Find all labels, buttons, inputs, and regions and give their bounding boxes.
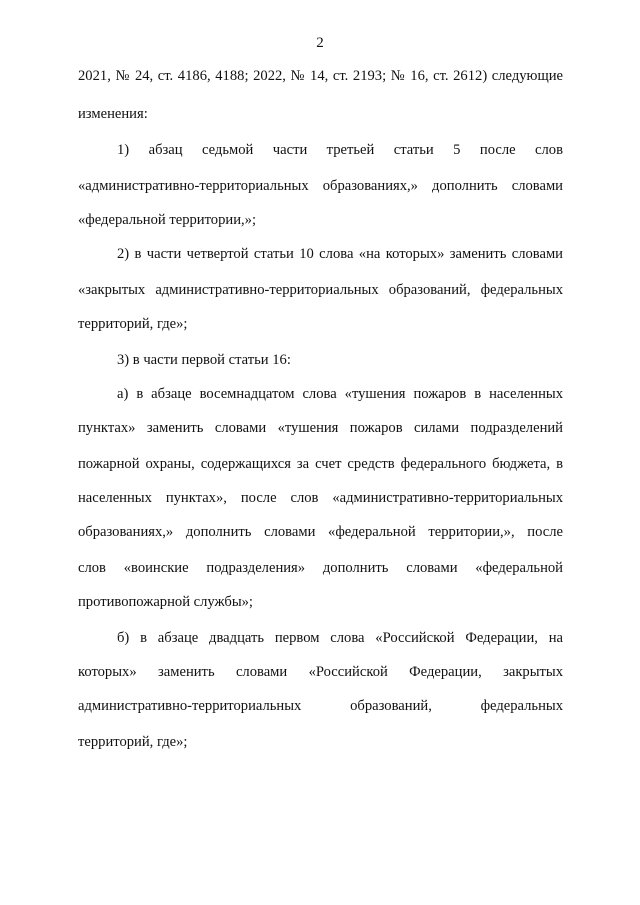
text-line: «административно-территориальных образованиях,» дополнить словами	[78, 178, 563, 194]
page-number: 2	[316, 35, 324, 51]
text-line: б) в абзаце двадцать первом слова «Российской Федерации, на	[117, 630, 563, 646]
text-line: «закрытых административно-территориальных образований, федеральных	[78, 282, 563, 298]
text-line: территорий, где»;	[78, 316, 188, 332]
text-line: «федеральной территории,»;	[78, 212, 257, 228]
text-line: пожарной охраны, содержащихся за счет средств федерального бюджета, в	[78, 456, 563, 472]
text-line: 1) абзац седьмой части третьей статьи 5 после слов	[117, 142, 563, 158]
text-line: 2) в части четвертой статьи 10 слова «на которых» заменить словами	[117, 246, 563, 262]
text-line: которых» заменить словами «Российской Федерации, закрытых	[78, 664, 563, 680]
text-line: 2021, № 24, ст. 4186, 4188; 2022, № 14, ст. 2193; № 16, ст. 2612) следующие	[78, 68, 563, 84]
text-line: территорий, где»;	[78, 734, 188, 750]
text-line: слов «воинские подразделения» дополнить словами «федеральной	[78, 560, 563, 576]
text-line: административно-территориальных образований, федеральных	[78, 698, 563, 714]
text-line: противопожарной службы»;	[78, 594, 253, 610]
text-line: изменения:	[78, 106, 148, 122]
text-line: пунктах» заменить словами «тушения пожаров силами подразделений	[78, 420, 563, 436]
text-line: населенных пунктах», после слов «административно-территориальных	[78, 490, 563, 506]
text-line: 3) в части первой статьи 16:	[117, 352, 291, 368]
text-line: образованиях,» дополнить словами «федеральной территории,», после	[78, 524, 563, 540]
text-line: а) в абзаце восемнадцатом слова «тушения пожаров в населенных	[117, 386, 563, 402]
